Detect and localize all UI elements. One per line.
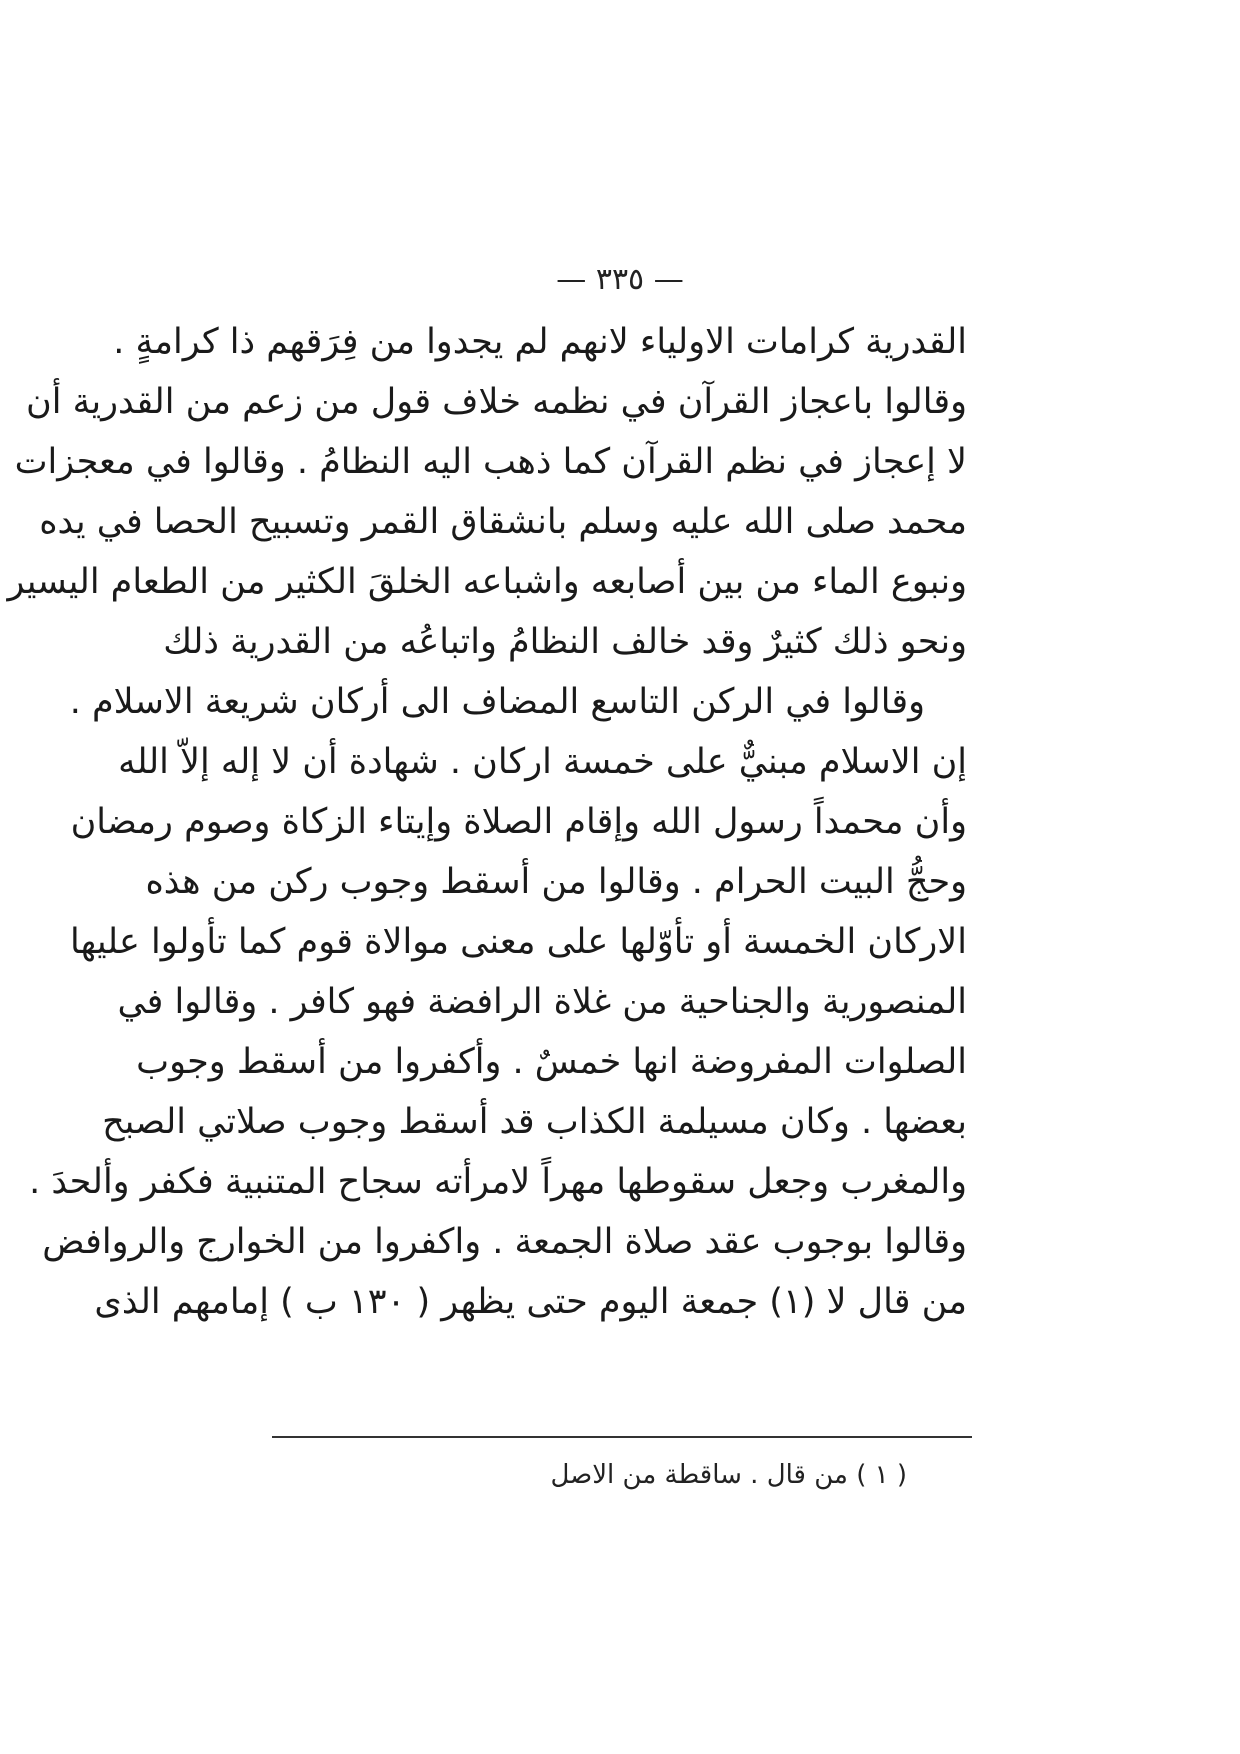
- text-line: الاركان الخمسة أو تأوّلها على معنى موالاة قوم كما تأولوا عليها: [70, 922, 967, 962]
- text-line: بعضها . وكان مسيلمة الكذاب قد أسقط وجوب صلاتي الصبح: [102, 1102, 967, 1142]
- text-line: وأن محمداً رسول الله وإقام الصلاة وإيتاء الزكاة وصوم رمضان: [70, 802, 967, 842]
- text-line: وحجُّ البيت الحرام . وقالوا من أسقط وجوب ركن من هذه: [145, 862, 967, 902]
- body-text: [7, 312, 967, 1332]
- text-line: القدرية كرامات الاولياء لانهم لم يجدوا من فِرَقهم ذا كرامةٍ .: [113, 322, 967, 362]
- text-line: إن الاسلام مبنيٌّ على خمسة اركان . شهادة أن لا إله إلاّ الله: [118, 742, 967, 782]
- footnote-divider: [272, 1436, 972, 1438]
- text-line: لا إعجاز في نظم القرآن كما ذهب اليه النظامُ . وقالوا في معجزات: [14, 442, 967, 482]
- text-line: وقالوا بوجوب عقد صلاة الجمعة . واكفروا من الخوارج والروافض: [42, 1222, 967, 1262]
- text-line: محمد صلى الله عليه وسلم بانشقاق القمر وتسبيح الحصا في يده: [39, 502, 967, 542]
- text-line: ونبوع الماء من بين أصابعه واشباعه الخلقَ الكثير من الطعام اليسير: [7, 562, 967, 602]
- text-line: المنصورية والجناحية من غلاة الرافضة فهو كافر . وقالوا في: [117, 982, 967, 1022]
- page-number: — ٣٣٥ —: [556, 262, 684, 297]
- footnote: ( ١ ) من قال . ساقطة من الاصل: [550, 1460, 907, 1490]
- text-line: وقالوا في الركن التاسع المضاف الى أركان شريعة الاسلام .: [69, 682, 925, 722]
- text-line: الصلوات المفروضة انها خمسٌ . وأكفروا من أسقط وجوب: [136, 1042, 967, 1082]
- text-line: ونحو ذلك كثيرٌ وقد خالف النظامُ واتباعُه من القدرية ذلك: [163, 622, 967, 662]
- text-line: وقالوا باعجاز القرآن في نظمه خلاف قول من زعم من القدرية أن: [26, 382, 967, 422]
- text-line: من قال لا (١) جمعة اليوم حتى يظهر ( ١٣٠ ب ) إمامهم الذى: [94, 1282, 967, 1322]
- text-line: والمغرب وجعل سقوطها مهراً لامرأته سجاح المتنبية فكفر وألحدَ .: [29, 1162, 967, 1202]
